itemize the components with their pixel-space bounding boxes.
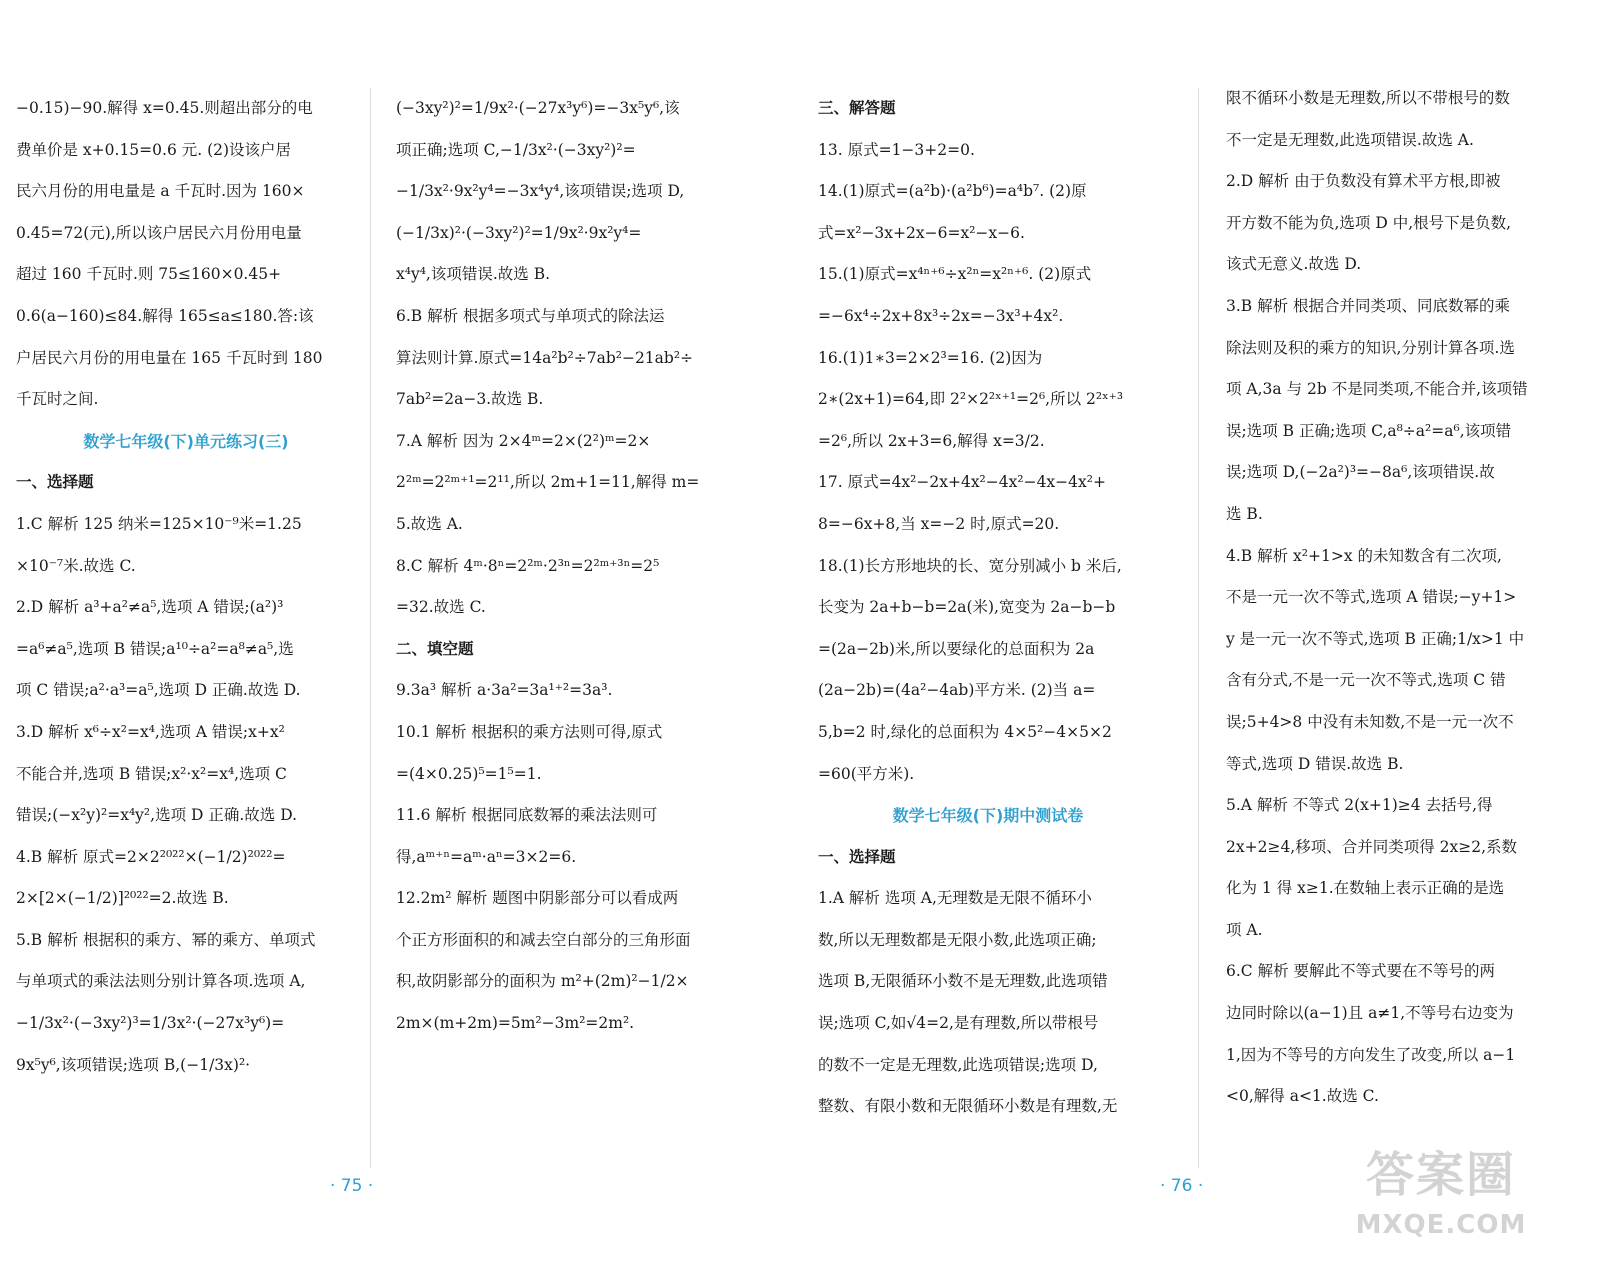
text-line: 限不循环小数是无理数,所以不带根号的数 xyxy=(1226,89,1510,107)
site-watermark-logo xyxy=(1296,1143,1586,1253)
text-line: −0.15)−90.解得 x=0.45.则超出部分的电 xyxy=(16,99,313,117)
text-line: 2²ᵐ=2²ᵐ⁺¹=2¹¹,所以 2m+1=11,解得 m= xyxy=(396,473,700,492)
section-heading: 一、选择题 xyxy=(16,473,94,492)
text-line: 化为 1 得 x≥1.在数轴上表示正确的是选 xyxy=(1226,879,1505,898)
text-line: 算法则计算.原式=14a²b²÷7ab²−21ab²÷ xyxy=(396,348,694,367)
text-line: 5,b=2 时,绿化的总面积为 4×5²−4×5×2 xyxy=(818,722,1112,741)
text-line: −1/3x²·(−3xy²)³=1/3x²·(−27x³y⁶)= xyxy=(16,1014,285,1033)
text-line: 错误;(−x²y)²=x⁴y²,选项 D 正确.故选 D. xyxy=(16,806,298,825)
text-line: 7.A 解析 因为 2×4ᵐ=2×(2²)ᵐ=2× xyxy=(396,431,651,450)
text-line: 误;选项 D,(−2a²)³=−8a⁶,该项错误.故 xyxy=(1226,463,1495,482)
text-line: =2⁶,所以 2x+3=6,解得 x=3/2. xyxy=(818,431,1045,450)
text-line: =(4×0.25)⁵=1⁵=1. xyxy=(396,764,542,783)
text-line: 9.3a³ 解析 a·3a²=3a¹⁺²=3a³. xyxy=(396,681,613,700)
text-line: =32.故选 C. xyxy=(396,598,486,617)
text-line: 6.C 解析 要解此不等式要在不等号的两 xyxy=(1226,962,1496,981)
text-line: ×10⁻⁷米.故选 C. xyxy=(16,556,136,575)
text-line: 误;选项 C,如√4=2,是有理数,所以带根号 xyxy=(818,1014,1099,1033)
section-heading: 一、选择题 xyxy=(818,847,896,866)
text-line: 11.6 解析 根据同底数幂的乘法法则可 xyxy=(396,806,658,825)
text-line: 15.(1)原式=x⁴ⁿ⁺⁶÷x²ⁿ=x²ⁿ⁺⁶. (2)原式 xyxy=(818,265,1092,284)
text-line: 积,故阴影部分的面积为 m²+(2m)²−1/2× xyxy=(396,972,689,991)
text-line: (−1/3x)²·(−3xy²)²=1/9x²·9x²y⁴= xyxy=(396,223,642,242)
text-line: 项正确;选项 C,−1/3x²·(−3xy²)²= xyxy=(396,140,636,159)
text-line: −1/3x²·9x²y⁴=−3x⁴y⁴,该项错误;选项 D, xyxy=(396,182,685,201)
text-line: 4.B 解析 x²+1>x 的未知数含有二次项, xyxy=(1226,546,1502,565)
text-line: 0.45=72(元),所以该户居民六月份用电量 xyxy=(16,223,302,242)
text-line: 不能合并,选项 B 错误;x²·x²=x⁴,选项 C xyxy=(16,764,287,783)
unit-title: 数学七年级(下)单元练习(三) xyxy=(83,431,289,451)
text-line: 式=x²−3x+2x−6=x²−x−6. xyxy=(818,223,1025,242)
text-line: 10.1 解析 根据积的乘方法则可得,原式 xyxy=(396,722,663,741)
text-line: 边同时除以(a−1)且 a≠1,不等号右边变为 xyxy=(1226,1004,1514,1023)
text-line: 2.D 解析 a³+a²≠a⁵,选项 A 错误;(a²)³ xyxy=(16,598,284,617)
text-line: 费单价是 x+0.15=0.6 元. (2)设该户居 xyxy=(16,140,292,159)
text-line: 户居民六月份的用电量在 165 千瓦时到 180 xyxy=(16,348,323,367)
section-heading: 二、填空题 xyxy=(396,639,474,658)
right-page-column-1 xyxy=(818,88,1158,1128)
column-divider xyxy=(1198,88,1199,1168)
text-line: 5.故选 A. xyxy=(396,514,463,533)
text-line: 等式,选项 D 错误.故选 B. xyxy=(1226,754,1404,773)
text-line: 3.D 解析 x⁶÷x²=x⁴,选项 A 错误;x+x² xyxy=(16,722,285,741)
text-line: (−3xy²)²=1/9x²·(−27x³y⁶)=−3x⁵y⁶,该 xyxy=(396,99,680,117)
text-line: 5.A 解析 不等式 2(x+1)≥4 去括号,得 xyxy=(1226,796,1493,815)
text-line: 7ab²=2a−3.故选 B. xyxy=(396,390,544,409)
text-line: 1.C 解析 125 纳米=125×10⁻⁹米=1.25 xyxy=(16,514,302,533)
text-line: 16.(1)1∗3=2×2³=16. (2)因为 xyxy=(818,348,1043,367)
text-line: 与单项式的乘法法则分别计算各项.选项 A, xyxy=(16,972,306,991)
text-line: 选项 B,无限循环小数不是无理数,此选项错 xyxy=(818,972,1108,991)
text-line: 14.(1)原式=(a²b)·(a²b⁶)=a⁴b⁷. (2)原 xyxy=(818,182,1087,201)
text-line: 项 A,3a 与 2b 不是同类项,不能合并,该项错 xyxy=(1226,380,1528,399)
right-page-column-2 xyxy=(1226,78,1586,1118)
left-page-column-1 xyxy=(16,88,356,1086)
text-line: 17. 原式=4x²−2x+4x²−4x²−4x−4x²+ xyxy=(818,473,1106,492)
text-line: 误;选项 B 正确;选项 C,a⁸÷a²=a⁶,该项错 xyxy=(1226,421,1512,440)
text-line: =(2a−2b)米,所以要绿化的总面积为 2a xyxy=(818,639,1095,658)
text-line: 2m×(m+2m)=5m²−3m²=2m². xyxy=(396,1014,635,1033)
text-line: 民六月份的用电量是 a 千瓦时.因为 160× xyxy=(16,182,305,201)
text-line: 2.D 解析 由于负数没有算术平方根,即被 xyxy=(1226,172,1501,191)
text-line: 数,所以无理数都是无限小数,此选项正确; xyxy=(818,930,1097,949)
text-line: 8.C 解析 4ᵐ·8ⁿ=2²ᵐ·2³ⁿ=2²ᵐ⁺³ⁿ=2⁵ xyxy=(396,556,660,575)
text-line: 开方数不能为负,选项 D 中,根号下是负数, xyxy=(1226,213,1512,232)
text-line: <0,解得 a<1.故选 C. xyxy=(1226,1087,1379,1106)
text-line: 误;5+4>8 中没有未知数,不是一元一次不 xyxy=(1226,712,1514,731)
text-line: 18.(1)长方形地块的长、宽分别减小 b 米后, xyxy=(818,556,1122,575)
section-heading: 三、解答题 xyxy=(818,99,896,117)
text-line: 2x+2≥4,移项、合并同类项得 2x≥2,系数 xyxy=(1226,837,1518,856)
text-line: 整数、有限小数和无限循环小数是有理数,无 xyxy=(818,1097,1118,1116)
column-divider xyxy=(370,88,371,1168)
page-number-left: · 75 · xyxy=(330,1176,374,1196)
text-line: 项 A. xyxy=(1226,920,1263,939)
text-line: 12.2m² 解析 题图中阴影部分可以看成两 xyxy=(396,889,679,908)
text-line: 不一定是无理数,此选项错误.故选 A. xyxy=(1226,130,1474,149)
text-line: =a⁶≠a⁵,选项 B 错误;a¹⁰÷a²=a⁸≠a⁵,选 xyxy=(16,639,294,658)
text-line: x⁴y⁴,该项错误.故选 B. xyxy=(396,265,551,284)
text-line: 6.B 解析 根据多项式与单项式的除法运 xyxy=(396,306,665,325)
text-line: 选 B. xyxy=(1226,504,1263,523)
unit-title: 数学七年级(下)期中测试卷 xyxy=(892,806,1084,826)
text-line: 2∗(2x+1)=64,即 2²×2²ˣ⁺¹=2⁶,所以 2²ˣ⁺³ xyxy=(818,390,1124,409)
text-line: 2×[2×(−1/2)]²⁰²²=2.故选 B. xyxy=(16,889,229,908)
text-line: 5.B 解析 根据积的乘方、幂的乘方、单项式 xyxy=(16,930,316,949)
text-line: 项 C 错误;a²·a³=a⁵,选项 D 正确.故选 D. xyxy=(16,681,301,700)
watermark-url: MXQE.COM xyxy=(1355,1210,1527,1240)
left-page-column-2 xyxy=(396,88,736,1045)
text-line: 除法则及积的乘方的知识,分别计算各项.选 xyxy=(1226,338,1515,357)
text-line: 长变为 2a+b−b=2a(米),宽变为 2a−b−b xyxy=(818,598,1116,617)
text-line: 得,aᵐ⁺ⁿ=aᵐ·aⁿ=3×2=6. xyxy=(396,847,577,866)
text-line: =−6x⁴÷2x+8x³÷2x=−3x³+4x². xyxy=(818,306,1064,325)
text-line: 8=−6x+8,当 x=−2 时,原式=20. xyxy=(818,514,1060,533)
text-line: 0.6(a−160)≤84.解得 165≤a≤180.答:该 xyxy=(16,306,314,325)
text-line: 该式无意义.故选 D. xyxy=(1226,255,1362,274)
text-line: 9x⁵y⁶,该项错误;选项 B,(−1/3x)²· xyxy=(16,1055,251,1074)
text-line: y 是一元一次不等式,选项 B 正确;1/x>1 中 xyxy=(1226,629,1525,648)
text-line: 的数不一定是无理数,此选项错误;选项 D, xyxy=(818,1055,1098,1074)
text-line: 超过 160 千瓦时.则 75≤160×0.45+ xyxy=(16,265,282,284)
watermark-title: 答案圈 xyxy=(1365,1147,1516,1203)
text-line: 含有分式,不是一元一次不等式,选项 C 错 xyxy=(1226,671,1506,690)
text-line: 3.B 解析 根据合并同类项、同底数幂的乘 xyxy=(1226,296,1511,315)
text-line: 千瓦时之间. xyxy=(16,390,99,409)
text-line: 1,因为不等号的方向发生了改变,所以 a−1 xyxy=(1226,1045,1516,1064)
text-line: 不是一元一次不等式,选项 A 错误;−y+1> xyxy=(1226,588,1517,607)
text-line: (2a−2b)=(4a²−4ab)平方米. (2)当 a= xyxy=(818,681,1096,700)
text-line: 4.B 解析 原式=2×2²⁰²²×(−1/2)²⁰²²= xyxy=(16,847,286,866)
text-line: 1.A 解析 选项 A,无理数是无限不循环小 xyxy=(818,889,1092,908)
page-number-right: · 76 · xyxy=(1160,1176,1204,1196)
text-line: 个正方形面积的和减去空白部分的三角形面 xyxy=(396,930,691,949)
text-line: =60(平方米). xyxy=(818,764,915,783)
text-line: 13. 原式=1−3+2=0. xyxy=(818,140,975,159)
